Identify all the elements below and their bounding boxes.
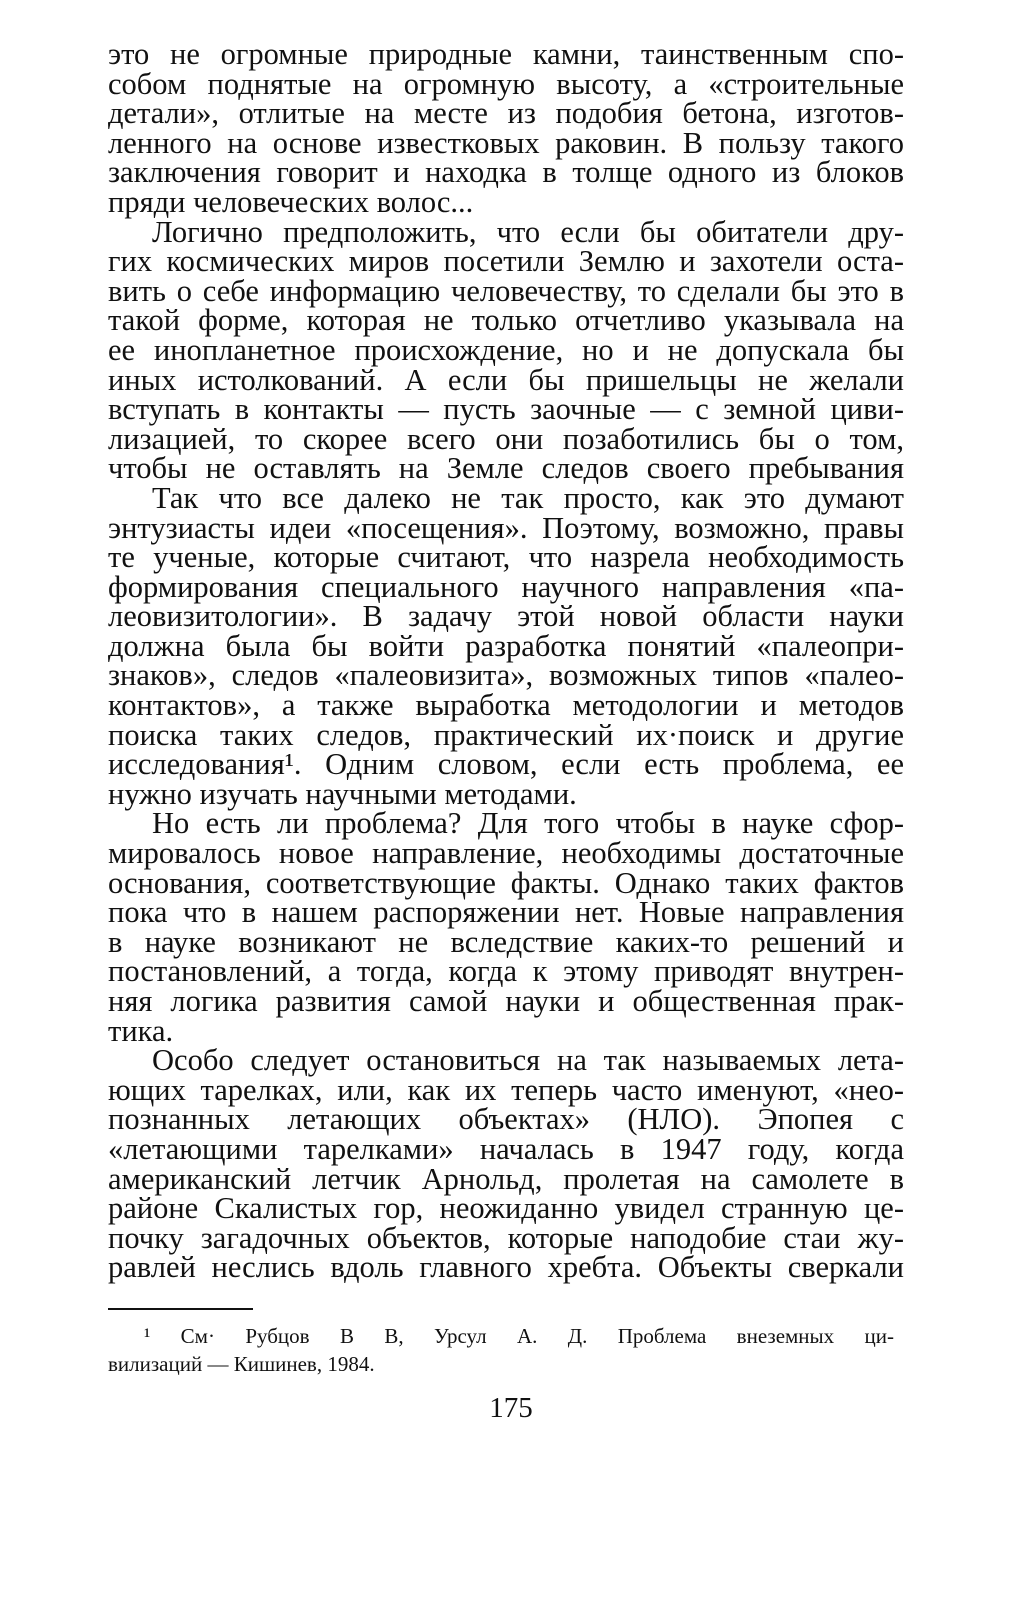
text-line: «летающими тарелками» началась в 1947 году, когда (108, 1131, 904, 1166)
text-line: энтузиасты идеи «посещения». Поэтому, возможно, правы (108, 510, 904, 545)
footnote-line: вилизаций — Кишинев, 1984. (108, 1352, 375, 1376)
footnote (108, 1322, 894, 1378)
text-line: заключения говорит и находка в толще одного из блоков (108, 155, 904, 190)
text-line: Особо следует остановиться на так называемых лета- (152, 1043, 904, 1078)
text-line: пока что в нашем распоряжении нет. Новые направления (108, 895, 904, 930)
text-line: те ученые, которые считают, что назрела необходимость (108, 540, 904, 575)
text-line: исследования¹. Одним словом, если есть проблема, ее (108, 747, 904, 782)
text-line: вить о себе информацию человечеству, то сделали бы это в (108, 273, 904, 308)
text-line: поиска таких следов, практический их·поиск и другие (108, 717, 904, 752)
text-line: ленного на основе известковых раковин. В пользу такого (108, 125, 904, 160)
text-line: чтобы не оставлять на Земле следов своего пребывания (108, 451, 904, 486)
text-line: контактов», а также выработка методологии и методов (108, 688, 904, 723)
text-line: познанных летающих объектах» (НЛО). Эпопея с (108, 1102, 904, 1137)
text-line: почку загадочных объектов, которые наподобие стаи жу- (108, 1220, 904, 1255)
text-line: пряди человеческих волос... (108, 184, 474, 219)
text-line: мировалось новое направление, необходимы достаточные (108, 836, 904, 871)
text-line: ющих тарелках, или, как их теперь часто именуют, «нео- (108, 1072, 904, 1107)
text-line: такой форме, которая не только отчетливо указывала на (108, 303, 904, 338)
text-line: формирования специального научного направления «па- (108, 569, 904, 604)
text-line: Логично предположить, что если бы обитатели дру- (152, 214, 904, 249)
text-line: вступать в контакты — пусть заочные — с земной циви- (108, 392, 904, 427)
footnote-line: ¹ См· Рубцов В В, Урсул А. Д. Проблема внеземных ци- (144, 1324, 894, 1348)
text-line: няя логика развития самой науки и общественная прак- (108, 984, 904, 1018)
text-line: в науке возникают не вследствие каких-то решений и (108, 924, 904, 959)
page-body (108, 37, 904, 1285)
text-line: тика. (108, 1013, 174, 1048)
text-line: основания, соответствующие факты. Однако таких фактов (108, 865, 904, 900)
footnote-divider (108, 1308, 253, 1310)
text-line: нужно изучать научными методами. (108, 776, 577, 811)
text-line: собом поднятые на огромную высоту, а «строительные (108, 66, 904, 101)
text-line: Так что все далеко не так просто, как это думают (152, 480, 904, 515)
text-line: районе Скалистых гор, неожиданно увидел странную це- (108, 1191, 904, 1226)
text-line: детали», отлитые на месте из подобия бетона, изготов- (108, 96, 904, 131)
page-number: 175 (489, 1392, 533, 1424)
text-line: постановлений, а тогда, когда к этому приводят внутрен- (108, 954, 904, 989)
text-line: иных истолкований. А если бы пришельцы не желали (108, 362, 904, 397)
text-line: лизацией, то скорее всего они позаботились бы о том, (108, 421, 904, 456)
text-line: должна была бы войти разработка понятий «палеопри- (108, 628, 904, 663)
text-line: леовизитологии». В задачу этой новой области науки (108, 599, 904, 634)
main-text (108, 37, 904, 1285)
text-line: ее инопланетное происхождение, но и не допускала бы (108, 332, 904, 367)
text-line: гих космических миров посетили Землю и захотели оста- (108, 244, 904, 279)
text-line: американский летчик Арнольд, пролетая на самолете в (108, 1161, 904, 1196)
text-line: Но есть ли проблема? Для того чтобы в науке сфор- (152, 806, 904, 841)
text-line: знаков», следов «палеовизита», возможных типов «палео- (108, 658, 904, 693)
text-line: это не огромные природные камни, таинственным спо- (108, 37, 904, 71)
text-line: равлей неслись вдоль главного хребта. Объекты сверкали (108, 1250, 904, 1285)
